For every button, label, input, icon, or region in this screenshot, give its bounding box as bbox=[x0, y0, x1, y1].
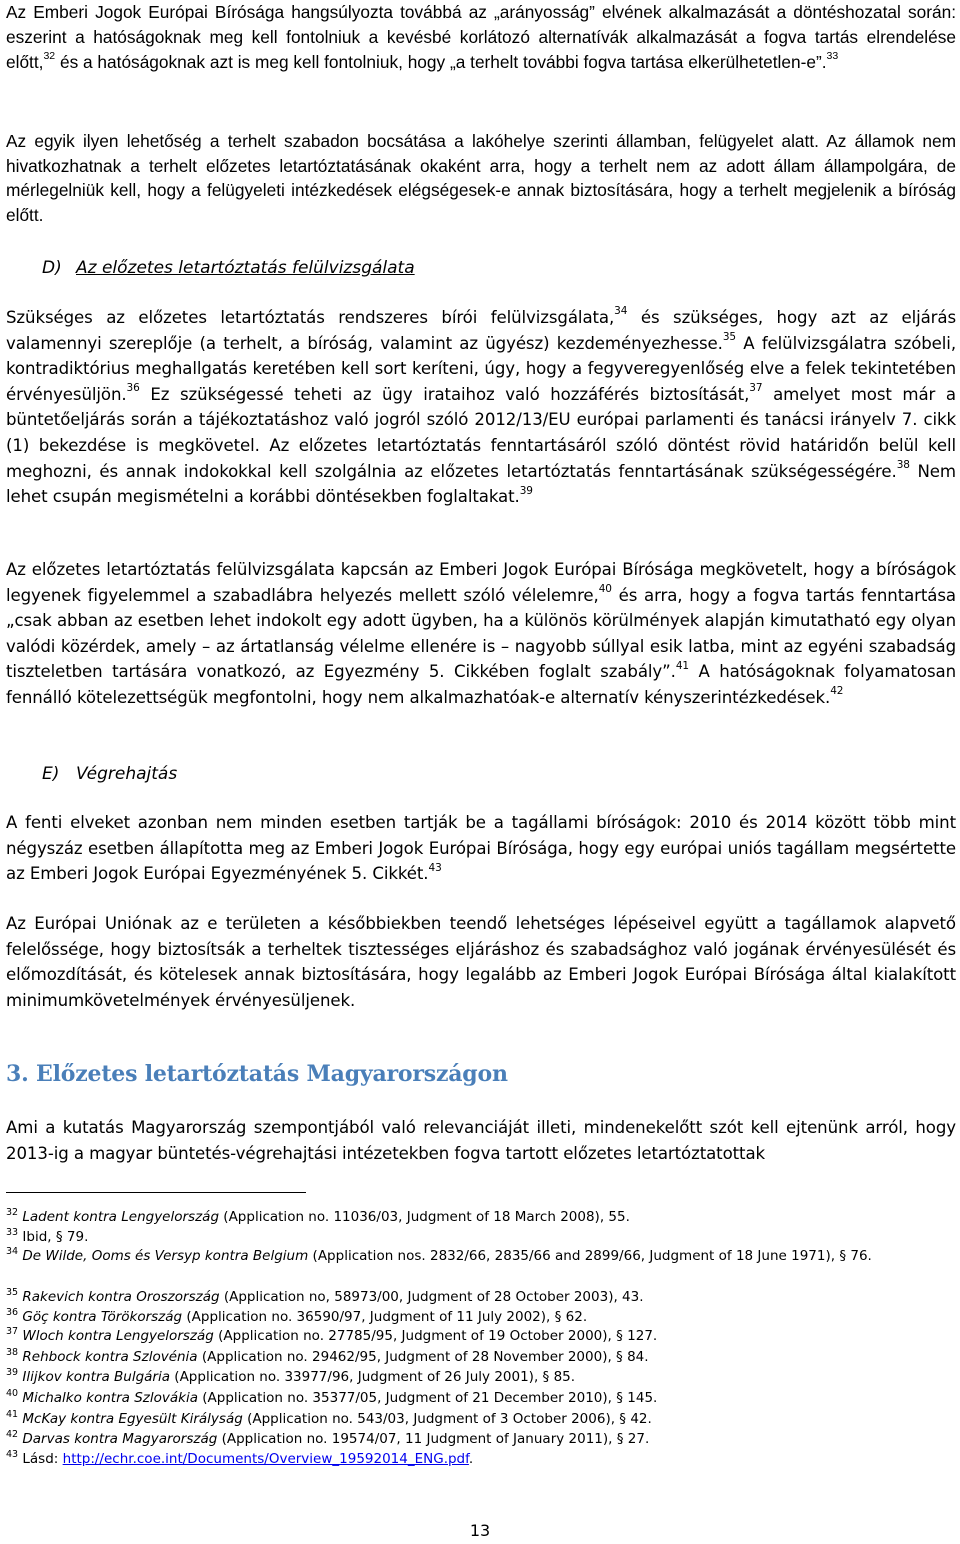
case-name: Michalko kontra Szlovákia bbox=[22, 1390, 198, 1406]
case-name: Darvas kontra Magyarország bbox=[22, 1431, 218, 1447]
footnote-link[interactable]: http://echr.coe.int/Documents/Overview_19592014_ENG.pdf bbox=[62, 1451, 469, 1467]
paragraph-2: Az egyik ilyen lehetőség a terhelt szabadon bocsátása a lakóhelye szerinti államban, felügyelet alatt. Az államok nem hivatkozhatnak a terhelt előzetes letartóztatásának okaként arra, hogy a terhelt nem az adott állam állampolgára, de mérlegelniük kell, hogy a felügyeleti intézkedések elégségesek-e annak biztosítására, hogy a terhelt megjelenik a bíróság előtt. bbox=[6, 131, 956, 225]
case-name: De Wilde, Ooms és Versyp kontra Belgium bbox=[22, 1248, 309, 1264]
footnote-ref-38[interactable]: 38 bbox=[896, 459, 910, 472]
footnote-ref-39[interactable]: 39 bbox=[519, 484, 533, 497]
footnote-38: $^{38}$ Rehbock kontra Szlovénia (Application no. 29462/95, Judgment of 28 November 2000), § 84. bbox=[6, 1346, 649, 1365]
case-name: Göç kontra Törökország bbox=[22, 1309, 183, 1325]
case-name: Rakevich kontra Oroszország bbox=[22, 1289, 220, 1305]
footnote-ref-36[interactable]: 36 bbox=[126, 382, 140, 395]
case-name: Ladent kontra Lengyelország bbox=[22, 1209, 220, 1225]
footnote-35: $^{35}$ Rakevich kontra Oroszország (Application no, 58973/00, Judgment of 28 October 2003), 43. bbox=[6, 1286, 644, 1305]
footnote-ref-43[interactable]: 43 bbox=[428, 861, 442, 874]
footnote-ref-37[interactable]: 37 bbox=[749, 382, 763, 395]
footnote-39: $^{39}$ Ilijkov kontra Bulgária (Application no. 33977/96, Judgment of 26 July 2001), § 85. bbox=[6, 1366, 576, 1385]
chapter-heading: 3. Előzetes letartóztatás Magyarországon bbox=[6, 1061, 508, 1087]
case-name: McKay kontra Egyesült Királyság bbox=[22, 1411, 243, 1427]
page-number: 13 bbox=[469, 1521, 491, 1540]
footnote-ref-41[interactable]: 41 bbox=[675, 659, 689, 672]
paragraph-1: Az Emberi Jogok Európai Bírósága hangsúlyozta továbbá az „arányosság” elvének alkalmazását a döntéshozatal során: eszerint a hatóságoknak meg kell fontolniuk a kevésbé korlátozó alternatívák alkalmazását a fogva tartás elrendelése előtt,$^{32}$ és a hatóságoknak azt is meg kell fontolniuk, hogy „a terhelt további fogva tartása elkerülhetetlen-e”.$^{33}$ bbox=[6, 2, 956, 72]
case-name: Wloch kontra Lengyelország bbox=[22, 1328, 214, 1344]
paragraph-6: Az Európai Uniónak az e területen a későbbiekben teendő lehetséges lépéseivel együtt a tagállamok alapvető felelőssége, hogy biztosítsák a terheltek tisztességes eljáráshoz és szabadsághoz való jogának érvényesülését és előmozdítását, és kötelesek annak biztosítására, hogy legalább az Emberi Jogok Európai Bírósága által kialakított minimumkövetelmények érvényesüljenek. bbox=[6, 914, 956, 1010]
paragraph-5: A fenti elveket azonban nem minden esetben tartják be a tagállami bíróságok: 2010 és 2014 között több mint négyszáz esetben állapította meg az Emberi Jogok Európai Bírósága, hogy egy európai uniós tagállam megsértette az Emberi Jogok Európai Egyezményének 5. Cikkét.$^{43}$ bbox=[6, 813, 956, 884]
footnote-separator bbox=[6, 1192, 306, 1193]
footnote-ref-35[interactable]: 35 bbox=[722, 331, 737, 344]
footnote-41: $^{41}$ McKay kontra Egyesült Királyság (Application no. 543/03, Judgment of 3 October 2006), § 42. bbox=[6, 1408, 652, 1427]
footnote-ref-40[interactable]: 40 bbox=[598, 583, 612, 596]
section-heading-d: D) Az előzetes letartóztatás felülvizsgálata bbox=[42, 258, 415, 278]
footnote-32: $^{32}$ Ladent kontra Lengyelország (Application no. 11036/03, Judgment of 18 March 2008), 55. bbox=[6, 1206, 630, 1225]
footnote-36: $^{36}$ Göç kontra Törökország (Application no. 36590/97, Judgment of 11 July 2002), § 62. bbox=[6, 1306, 588, 1325]
footnote-ref-33[interactable]: 33 bbox=[826, 50, 839, 63]
paragraph-3: Szükséges az előzetes letartóztatás rendszeres bírói felülvizsgálata,$^{34}$ és szükséges, hogy azt az eljárás valamennyi szereplője (a terhelt, a bíróság, valamint az ügyész) kezdeményezhesse.$^{35}$ A felülvizsgálatra szóbeli, kontradiktórius meghallgatás keretében kell sort keríteni, úgy, hogy a fegyveregyenlőség elve a felek tekintetében érvényesüljön.$^{36}$ Ez szükségessé teheti az ügy irataihoz való hozzáférés biztosítását,$^{37}$ amelyet most már a büntetőeljárás során a tájékoztatáshoz való jogról szóló 2012/13/EU európai parlamenti és tanácsi irányelv 7. cikk (1) bekezdése is megkövetel. Az előzetes letartóztatás fenntartásáról szóló döntést rövid határidőn belül kell meghozni, és annak indokokkal kell szolgálnia az előzetes letartóztatás fenntartásának szükségességére.$^{38}$ Nem lehet csupán megismételni a korábbi döntésekben foglaltakat.$^{39}$ bbox=[6, 305, 956, 507]
footnote-42: $^{42}$ Darvas kontra Magyarország (Application no. 19574/07, 11 Judgment of January 2011), § 27. bbox=[6, 1428, 650, 1447]
footnote-37: $^{37}$ Wloch kontra Lengyelország (Application no. 27785/95, Judgment of 19 October 2000), § 127. bbox=[6, 1325, 658, 1344]
case-name: Ilijkov kontra Bulgária bbox=[22, 1369, 171, 1385]
footnote-40: $^{40}$ Michalko kontra Szlovákia (Application no. 35377/05, Judgment of 21 December 2010), § 145. bbox=[6, 1387, 658, 1406]
footnote-ref-34[interactable]: 34 bbox=[614, 305, 628, 318]
footnote-43: $^{43}$ Lásd: http://echr.coe.int/Documents/Overview_19592014_ENG.pdf. bbox=[6, 1448, 474, 1467]
section-heading-e: E) Végrehajtás bbox=[42, 764, 178, 784]
paragraph-4: Az előzetes letartóztatás felülvizsgálata kapcsán az Emberi Jogok Európai Bírósága megkövetelt, hogy a bíróságok legyenek figyelemmel a szabadlábra helyezés mellett szóló vélelemre,$^{40}$ és arra, hogy a fogva tartás fenntartása „csak abban az esetben lehet indokolt egy adott ügyben, ha a különös körülmények alapján kimutatható egy olyan valódi közérdek, amely – az ártatlanság vélelme ellenére is – nagyobb súllyal esik latba, mint az egyéni szabadság tiszteletben tartására vonatkozó, az Egyezmény 5. Cikkében foglalt szabály”.$^{41}$ A hatóságoknak folyamatosan fennálló kötelezettségük megfontolni, hogy nem alkalmazhatóak-e alternatív kényszerintézkedések.$^{42}$ bbox=[6, 560, 956, 707]
paragraph-7: Ami a kutatás Magyarország szempontjából való relevanciáját illeti, mindenekelőtt szót kell ejtenünk arról, hogy 2013-ig a magyar büntetés-végrehajtási intézetekben fogva tartott előzetes letartóztatottak bbox=[6, 1118, 956, 1163]
footnote-33: $^{33}$ Ibid, § 79. bbox=[6, 1226, 89, 1245]
footnote-ref-32[interactable]: 32 bbox=[43, 50, 56, 63]
case-name: Rehbock kontra Szlovénia bbox=[22, 1349, 198, 1365]
footnote-ref-42[interactable]: 42 bbox=[830, 685, 844, 698]
footnote-34: $^{34}$ De Wilde, Ooms és Versyp kontra Belgium (Application nos. 2832/66, 2835/66 and 2899/66, Judgment of 18 June 1971), § 76. bbox=[6, 1245, 872, 1264]
